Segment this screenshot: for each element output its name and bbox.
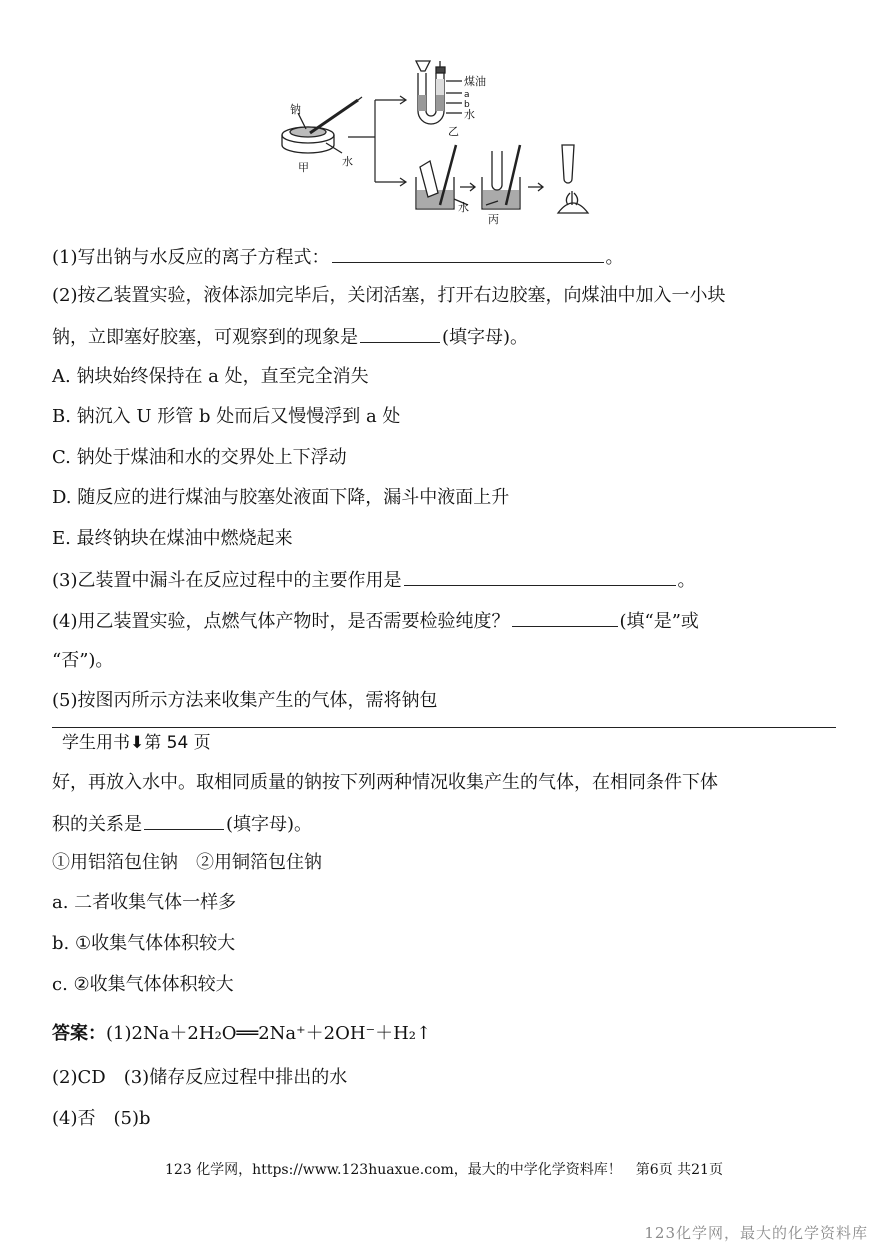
q2-option-d: D. 随反应的进行煤油与胶塞处液面下降，漏斗中液面上升 [52,487,510,508]
q1-answer-blank[interactable] [332,244,604,263]
q2-option-a: A. 钠块始终保持在 a 处，直至完全消失 [52,366,369,387]
q1-text: (1)写出钠与水反应的离子方程式： [52,247,330,268]
label-jia: 甲 [298,161,309,174]
q2-line2-text: 钠，立即塞好胶塞，可观察到的现象是 [52,327,358,348]
q2-answer-blank[interactable] [360,324,440,343]
branch-lines [348,96,406,186]
q3-suffix: 。 [677,570,696,591]
experiment-diagram [270,55,590,230]
label-b: b [464,100,470,110]
q4-answer-blank[interactable] [512,608,618,627]
q3-text: (3)乙装置中漏斗在反应过程中的主要作用是 [52,570,402,591]
q3-answer-blank[interactable] [404,567,676,586]
q2-option-b: B. 钠沉入 U 形管 b 处而后又慢慢浮到 a 处 [52,406,401,427]
answer-label: 答案： [52,1023,106,1044]
answer-line3: (4)否 (5)b [52,1108,151,1129]
label-sodium: 钠 [290,103,301,116]
q2-option-e: E. 最终钠块在煤油中燃烧起来 [52,528,293,549]
answer-line1 [52,1022,431,1046]
label-water-jia: 水 [342,155,353,168]
label-bing: 丙 [488,213,499,226]
apparatus-yi [416,61,462,124]
q5-line1: (5)按图丙所示方法来收集产生的气体，需将钠包 [52,690,438,711]
page-marker: 学生用书⬇第 54 页 [62,733,211,753]
q5-conditions: ①用铝箔包住钠 ②用铜箔包住钠 [52,852,322,873]
page-footer: 123 化学网，https://www.123huaxue.com，最大的中学化学资料库！ 第6页 共21页 [165,1162,723,1178]
question-1 [52,244,624,270]
apparatus-bing [416,145,588,213]
q4-suffix: (填“是”或 [619,611,699,632]
answer-equation: (1)2Na＋2H₂O══2Na⁺＋2OH⁻＋H₂↑ [106,1023,432,1044]
q2-suffix: (填字母)。 [442,327,529,348]
q2-option-c: C. 钠处于煤油和水的交界处上下浮动 [52,447,347,468]
label-a: a [464,90,470,100]
watermark: 123化学网，最大的化学资料库 [644,1224,868,1242]
q4-text: (4)用乙装置实验，点燃气体产物时，是否需要检验纯度？ [52,611,510,632]
q1-suffix: 。 [605,247,624,268]
page-separator [52,727,836,728]
answer-line2: (2)CD (3)储存反应过程中排出的水 [52,1067,348,1088]
q4-line2: “否”)。 [52,650,114,671]
q5-option-c: c. ②收集气体体积较大 [52,974,234,995]
label-water-bing: 水 [458,201,469,214]
q5-line2: 好，再放入水中。取相同质量的钠按下列两种情况收集产生的气体，在相同条件下体 [52,772,718,793]
q4-line1 [52,608,699,634]
label-yi: 乙 [448,125,459,138]
q5-answer-blank[interactable] [144,811,224,830]
q5-option-a: a. 二者收集气体一样多 [52,892,237,913]
q2-line1: (2)按乙装置实验，液体添加完毕后，关闭活塞，打开右边胶塞，向煤油中加入一小块 [52,285,726,306]
q5-suffix: (填字母)。 [226,814,313,835]
label-kerosene: 煤油 [464,75,486,88]
q5-text: 积的关系是 [52,814,142,835]
label-water-yi: 水 [464,108,475,121]
q5-line3 [52,811,312,837]
q5-option-b: b. ①收集气体体积较大 [52,933,236,954]
q2-line2 [52,324,528,350]
question-3 [52,567,696,593]
